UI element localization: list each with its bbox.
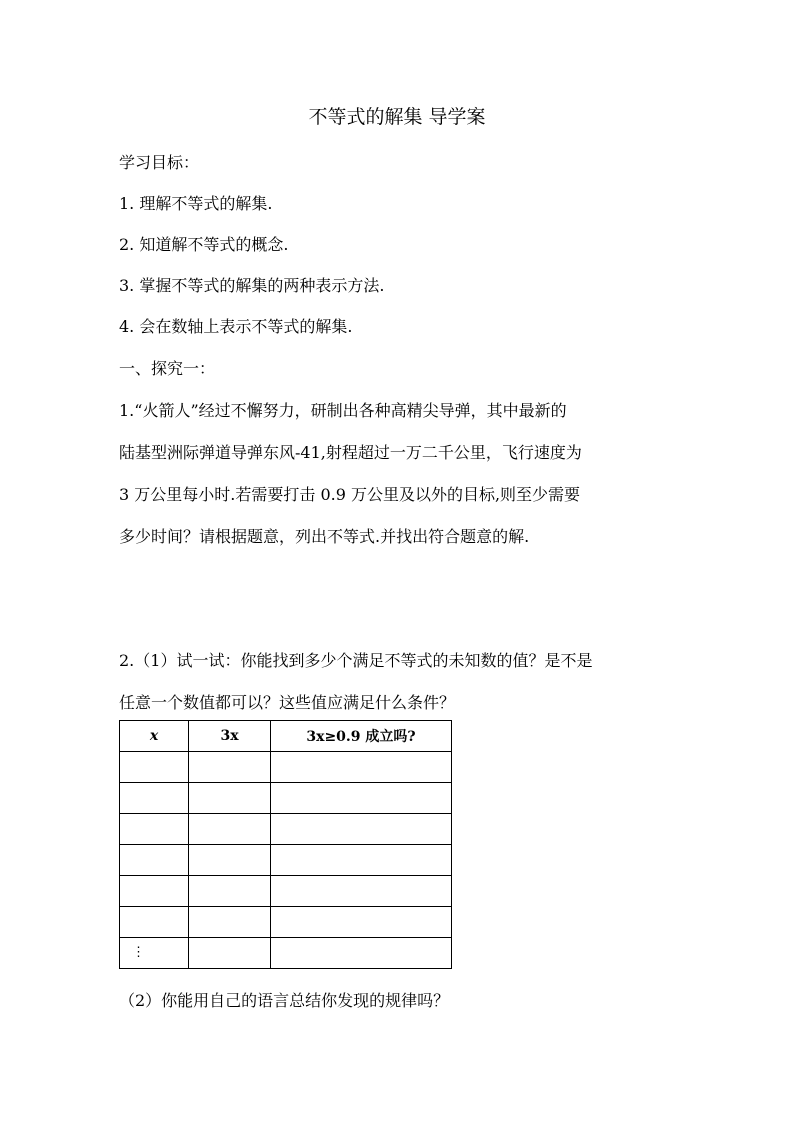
goal-item: 4. 会在数轴上表示不等式的解集.: [119, 317, 353, 336]
table-cell[interactable]: [189, 876, 271, 907]
table-cell[interactable]: [271, 845, 452, 876]
goal-item: 1. 理解不等式的解集.: [119, 194, 273, 213]
table-cell[interactable]: [271, 783, 452, 814]
table-row: [120, 845, 452, 876]
problem2-part2: （2）你能用自己的语言总结你发现的规律吗？: [119, 991, 450, 1010]
answer-table: [119, 720, 452, 969]
table-cell[interactable]: [120, 938, 189, 969]
problem2-line: 2.（1）试一试：你能找到多少个满足不等式的未知数的值？是不是: [119, 651, 593, 670]
table-cell[interactable]: [120, 907, 189, 938]
table-cell[interactable]: [120, 752, 189, 783]
problem1-line: 多少时间？请根据题意，列出不等式.并找出符合题意的解.: [119, 527, 530, 546]
ellipsis-mark: ⋮: [132, 945, 145, 960]
table-row: [120, 752, 452, 783]
table-header: x: [120, 721, 189, 752]
table-cell[interactable]: [271, 907, 452, 938]
table-cell[interactable]: [120, 814, 189, 845]
problem1-line: 1.“火箭人”经过不懈努力，研制出各种高精尖导弹，其中最新的: [119, 401, 567, 420]
table-header-row: [120, 721, 452, 752]
table-cell[interactable]: [120, 876, 189, 907]
table-cell[interactable]: [271, 876, 452, 907]
table-cell[interactable]: [189, 752, 271, 783]
table-cell[interactable]: [271, 752, 452, 783]
table-cell[interactable]: [120, 783, 189, 814]
table-row: [120, 938, 452, 969]
goals-heading: 学习目标：: [119, 153, 200, 172]
section-heading: 一、探究一：: [119, 359, 216, 378]
table-cell[interactable]: [189, 783, 271, 814]
table-cell[interactable]: [271, 814, 452, 845]
table-row: [120, 814, 452, 845]
table-cell[interactable]: [189, 938, 271, 969]
table-row: [120, 907, 452, 938]
table-cell[interactable]: [120, 845, 189, 876]
problem2-line: 任意一个数值都可以？这些值应满足什么条件？: [119, 693, 456, 712]
problem1-line: 陆基型洲际弹道导弹东风-41,射程超过一万二千公里，飞行速度为: [119, 443, 582, 462]
table-header: 3x≥0.9 成立吗?: [271, 721, 452, 752]
goal-item: 3. 掌握不等式的解集的两种表示方法.: [119, 276, 385, 295]
table-cell[interactable]: [189, 907, 271, 938]
table-cell[interactable]: [189, 814, 271, 845]
goal-item: 2. 知道解不等式的概念.: [119, 235, 289, 254]
problem1-line: 3 万公里每小时.若需要打击 0.9 万公里及以外的目标,则至少需要: [119, 485, 581, 504]
table-cell[interactable]: [189, 845, 271, 876]
table-row: [120, 876, 452, 907]
table-cell[interactable]: [271, 938, 452, 969]
page-title: 不等式的解集 导学案: [308, 106, 486, 128]
table-row: [120, 783, 452, 814]
table-header: 3x: [189, 721, 271, 752]
